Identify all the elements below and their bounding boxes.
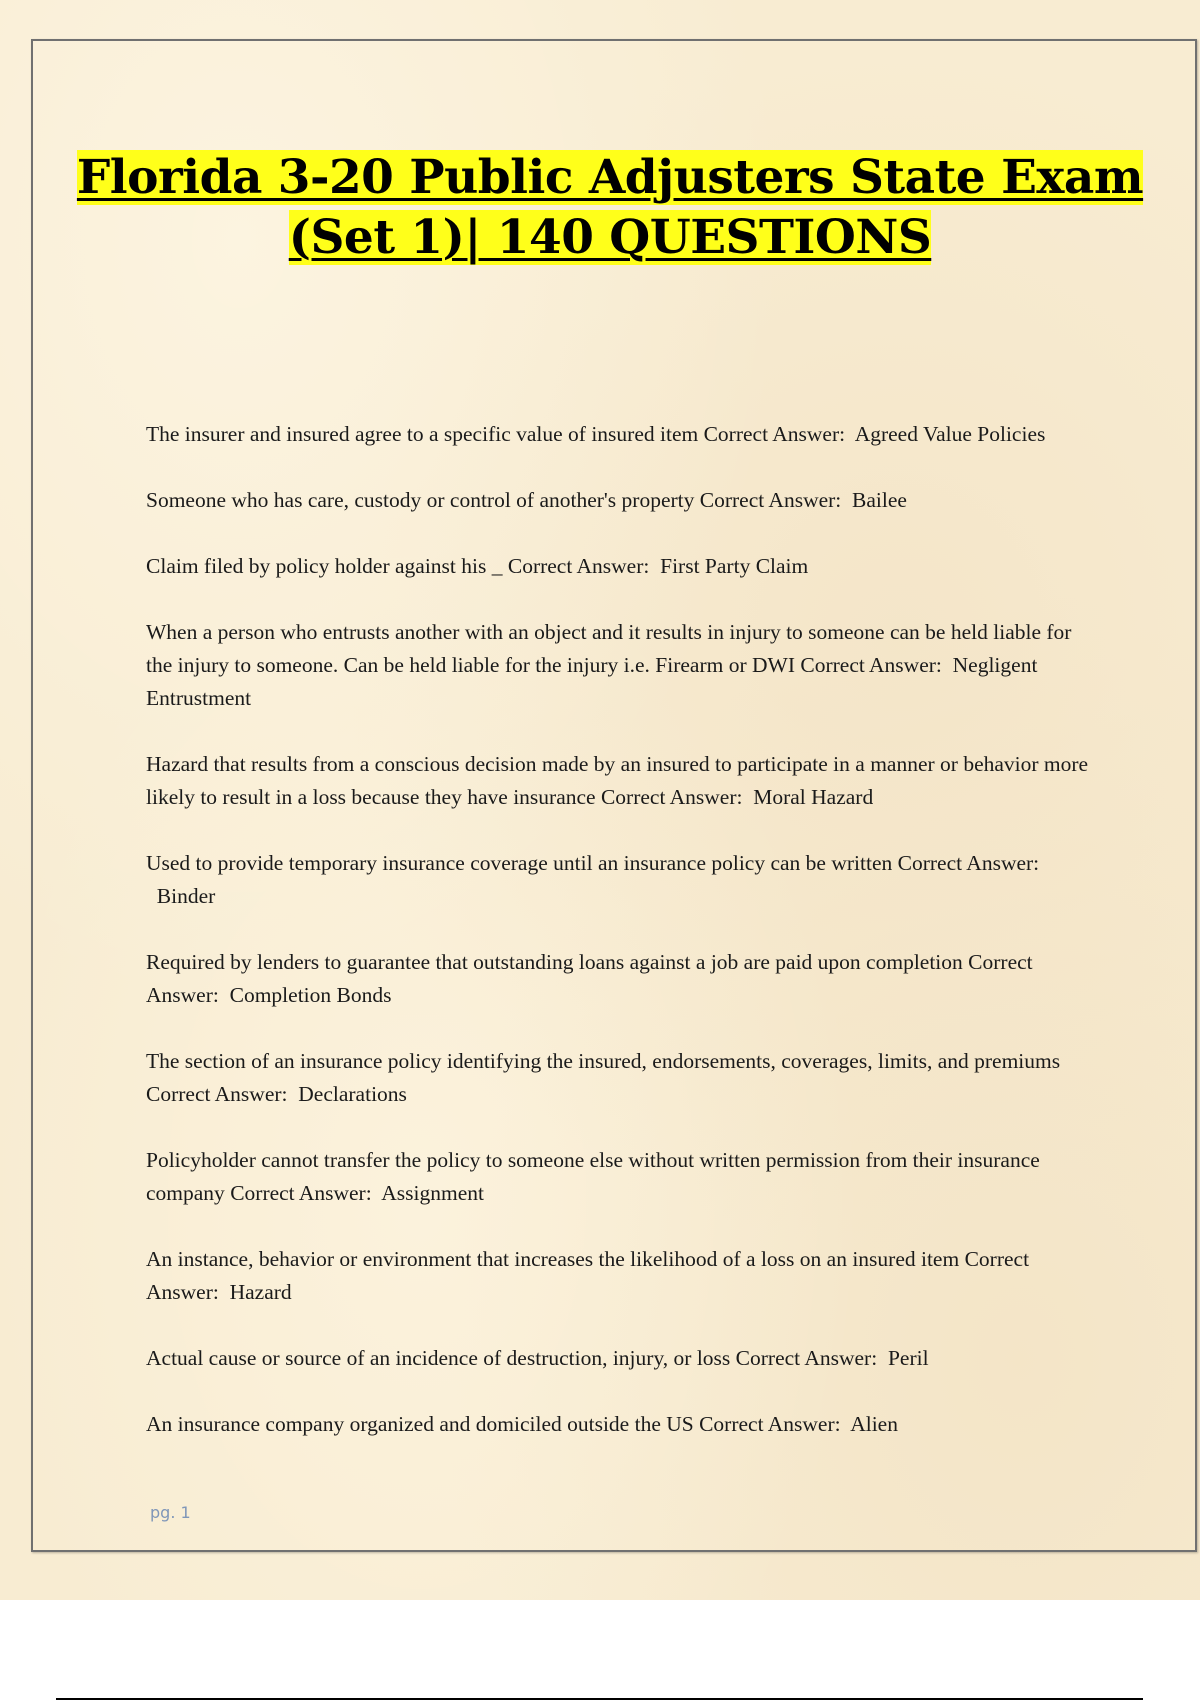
question-text: Claim filed by policy holder against his _: [146, 554, 503, 578]
question-text: Required by lenders to guarantee that outstanding loans against a job are paid upon completion: [146, 950, 963, 974]
correct-answer-label: Correct Answer:: [703, 422, 846, 446]
question-item: [146, 484, 1091, 517]
answer-text: Negligent Entrustment: [146, 653, 1038, 710]
document-title: [60, 148, 1160, 268]
answer-text: Declarations: [298, 1082, 407, 1106]
question-item: [146, 946, 1091, 1012]
correct-answer-label: Correct Answer:: [897, 851, 1040, 875]
question-item: [146, 1144, 1091, 1210]
question-text: The insurer and insured agree to a specific value of insured item: [146, 422, 699, 446]
question-item: [146, 616, 1091, 715]
answer-text: Moral Hazard: [753, 785, 874, 809]
question-text: Policyholder cannot transfer the policy to someone else without written permission from their insurance company: [146, 1148, 1040, 1205]
question-text: Used to provide temporary insurance coverage until an insurance policy can be written: [146, 851, 893, 875]
correct-answer-label: Correct Answer:: [699, 488, 842, 512]
correct-answer-label: Correct Answer:: [800, 653, 942, 677]
question-item: [146, 1408, 1091, 1441]
answer-text: Hazard: [229, 1280, 292, 1304]
title-line-1: Florida 3-20 Public Adjusters State Exam: [76, 150, 1144, 205]
correct-answer-label: Correct Answer:: [230, 1181, 372, 1205]
answer-text: Bailee: [852, 488, 907, 512]
question-item: [146, 847, 1091, 913]
question-item: [146, 1342, 1091, 1375]
correct-answer-label: Correct Answer:: [735, 1346, 878, 1370]
question-item: [146, 1045, 1091, 1111]
answer-text: First Party Claim: [660, 554, 809, 578]
question-item: [146, 1243, 1091, 1309]
answer-text: Assignment: [381, 1181, 485, 1205]
question-text: When a person who entrusts another with an object and it results in injury to someone can be held liable for the injury to someone. Can be held liable for the injury i.e. Firearm or DWI: [146, 620, 1072, 677]
correct-answer-label: Correct Answer:: [146, 1082, 288, 1106]
question-text: An insurance company organized and domiciled outside the US: [146, 1412, 694, 1436]
correct-answer-label: Correct Answer:: [146, 1247, 1030, 1304]
correct-answer-label: Correct Answer:: [507, 554, 650, 578]
answer-text: Binder: [156, 884, 216, 908]
question-text: Actual cause or source of an incidence of destruction, injury, or loss: [146, 1346, 731, 1370]
correct-answer-label: Correct Answer:: [146, 950, 1033, 1007]
answer-text: Agreed Value Policies: [854, 422, 1046, 446]
answer-text: Completion Bonds: [229, 983, 392, 1007]
question-text: Someone who has care, custody or control of another's property: [146, 488, 695, 512]
question-item: [146, 748, 1091, 814]
question-list: [146, 418, 1091, 1474]
title-line-2: (Set 1)| 140 QUESTIONS: [288, 210, 932, 265]
question-item: [146, 418, 1091, 451]
answer-text: Peril: [887, 1346, 929, 1370]
answer-text: Alien: [850, 1412, 898, 1436]
correct-answer-label: Correct Answer:: [699, 1412, 841, 1436]
page-number: pg. 1: [150, 1503, 191, 1522]
question-item: [146, 550, 1091, 583]
question-text: The section of an insurance policy identifying the insured, endorsements, coverages, limits, and premiums: [146, 1049, 1061, 1073]
correct-answer-label: Correct Answer:: [600, 785, 743, 809]
question-text: Hazard that results from a conscious decision made by an insured to participate in a manner or behavior more likely to result in a loss because they have insurance: [146, 752, 1089, 809]
question-text: An instance, behavior or environment that increases the likelihood of a loss on an insured item: [146, 1247, 960, 1271]
